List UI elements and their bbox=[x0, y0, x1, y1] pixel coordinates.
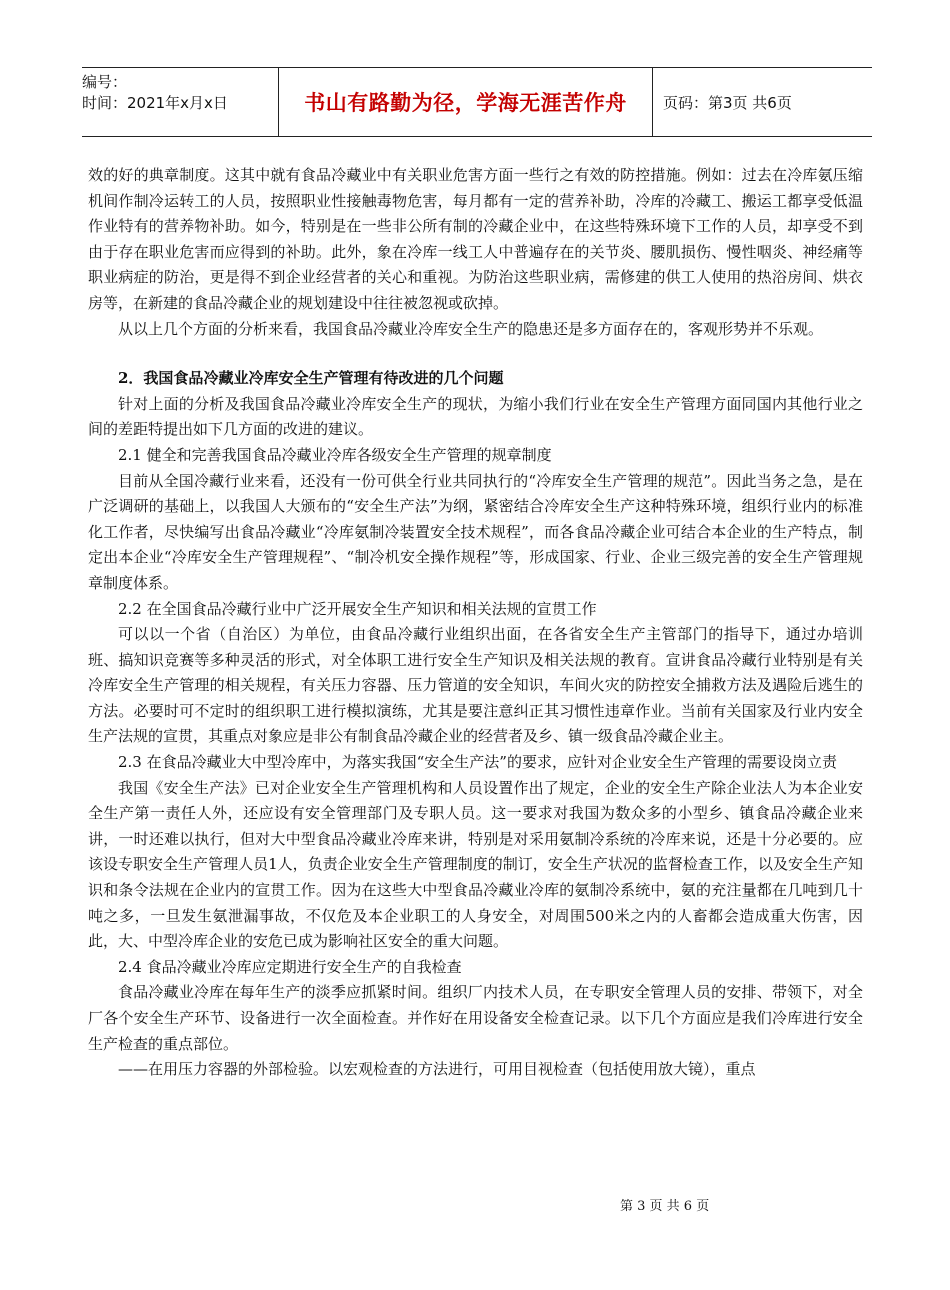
paragraph: 食品冷藏业冷库在每年生产的淡季应抓紧时间。组织厂内技术人员，在专职安全管理人员的安排、带领下，对全厂各个安全生产环节、设备进行一次全面检查。并作好在用设备安全检查记录。以下几个方面应是我们冷库进行安全生产检查的重点部位。 bbox=[88, 983, 863, 1053]
time-label: 时间：2021年x月x日 bbox=[82, 94, 228, 112]
subsection-heading: 2.4 食品冷藏业冷库应定期进行安全生产的自我检查 bbox=[118, 957, 462, 976]
paragraph: 可以以一个省（自治区）为单位，由食品冷藏行业组织出面，在各省安全生产主管部门的指导下，通过办培训班、搞知识竞赛等多种灵活的形式，对全体职工进行安全生产知识及相关法规的教育。宣讲食品冷藏行业特别是有关冷库安全生产管理的相关规程，有关压力容器、压力管道的安全知识，车间火灾的防控安全捕救方法及遇险后逃生的方法。必要时可不定时的组织职工进行模拟演练，尤其是要注意纠正其习惯性违章作业。当前有关国家及行业内安全生产法规的宣贯，其重点对象应是非公有制食品冷藏企业的经营者及乡、镇一级食品冷藏企业主。 bbox=[88, 625, 863, 746]
page-footer: 第 3 页 共 6 页 bbox=[620, 1199, 710, 1214]
header-meta bbox=[82, 68, 279, 136]
document-body bbox=[88, 163, 863, 1083]
paragraph: ——在用压力容器的外部检验。以宏观检查的方法进行，可用目视检查（包括使用放大镜），重点 bbox=[118, 1060, 756, 1079]
subsection-heading: 2.1 健全和完善我国食品冷藏业冷库各级安全生产管理的规章制度 bbox=[118, 445, 552, 464]
paragraph: 目前从全国冷藏行业来看，还没有一份可供全行业共同执行的“冷库安全生产管理的规范”。因此当务之急，是在广泛调研的基础上，以我国人大颁布的“安全生产法”为纲，紧密结合冷库安全生产这种特殊环境，组织行业内的标准化工作者，尽快编写出食品冷藏业“冷库氨制冷装置安全技术规程”，而各食品冷藏企业可结合本企业的生产特点，制定出本企业“冷库安全生产管理规程”、“制冷机安全操作规程”等，形成国家、行业、企业三级完善的安全生产管理规章制度体系。 bbox=[88, 471, 863, 592]
subsection-heading: 2.3 在食品冷藏业大中型冷库中，为落实我国“安全生产法”的要求，应针对企业安全生产管理的需要设岗立责 bbox=[118, 753, 837, 772]
section-heading: 2．我国食品冷藏业冷库安全生产管理有待改进的几个问题 bbox=[118, 369, 504, 388]
paragraph: 从以上几个方面的分析来看，我国食品冷藏业冷库安全生产的隐患还是多方面存在的，客观形势并不乐观。 bbox=[118, 319, 824, 338]
code-label: 编号： bbox=[82, 73, 128, 91]
paragraph: 针对上面的分析及我国食品冷藏业冷库安全生产的现状，为缩小我们行业在安全生产管理方面同国内其他行业之间的差距特提出如下几方面的改进的建议。 bbox=[88, 394, 863, 439]
header-motto: 书山有路勤为径，学海无涯苦作舟 bbox=[279, 68, 653, 136]
header-page-info: 页码：第3页 共6页 bbox=[663, 93, 792, 112]
subsection-heading: 2.2 在全国食品冷藏行业中广泛开展安全生产知识和相关法规的宣贯工作 bbox=[118, 599, 597, 618]
paragraph: 效的好的典章制度。这其中就有食品冷藏业中有关职业危害方面一些行之有效的防控措施。例如：过去在冷库氨压缩机间作制冷运转工的人员，按照职业性接触毒物危害，每月都有一定的营养补助，冷库的冷藏工、搬运工都享受低温作业特有的营养物补助。如今，特别是在一些非公所有制的冷藏企业中，在这些特殊环境下工作的人员，却享受不到由于存在职业危害而应得到的补助。此外，象在冷库一线工人中普遍存在的关节炎、腰肌损伤、慢性咽炎、神经痛等职业病症的防治，更是得不到企业经营者的关心和重视。为防治这些职业病，需修建的供工人使用的热浴房间、烘衣房等，在新建的食品冷藏企业的规划建设中往往被忽视或砍掉。 bbox=[88, 166, 863, 312]
paragraph: 我国《安全生产法》已对企业安全生产管理机构和人员设置作出了规定，企业的安全生产除企业法人为本企业安全生产第一责任人外，还应设有安全管理部门及专职人员。这一要求对我国为数众多的小型乡、镇食品冷藏企业来讲，一时还难以执行，但对大中型食品冷藏业冷库来讲，特别是对采用氨制冷系统的冷库来说，还是十分必要的。应该设专职安全生产管理人员1人，负责企业安全生产管理制度的制订，安全生产状况的监督检查工作，以及安全生产知识和条令法规在企业内的宣贯工作。因为在这些大中型食品冷藏业冷库的氨制冷系统中，氨的充注量都在几吨到几十吨之多，一旦发生氨泄漏事故，不仅危及本企业职工的人身安全，对周围500米之内的人畜都会造成重大伤害，因此，大、中型冷库企业的安危已成为影响社区安全的重大问题。 bbox=[88, 778, 863, 951]
spacer bbox=[88, 342, 863, 366]
page-header bbox=[82, 67, 872, 137]
